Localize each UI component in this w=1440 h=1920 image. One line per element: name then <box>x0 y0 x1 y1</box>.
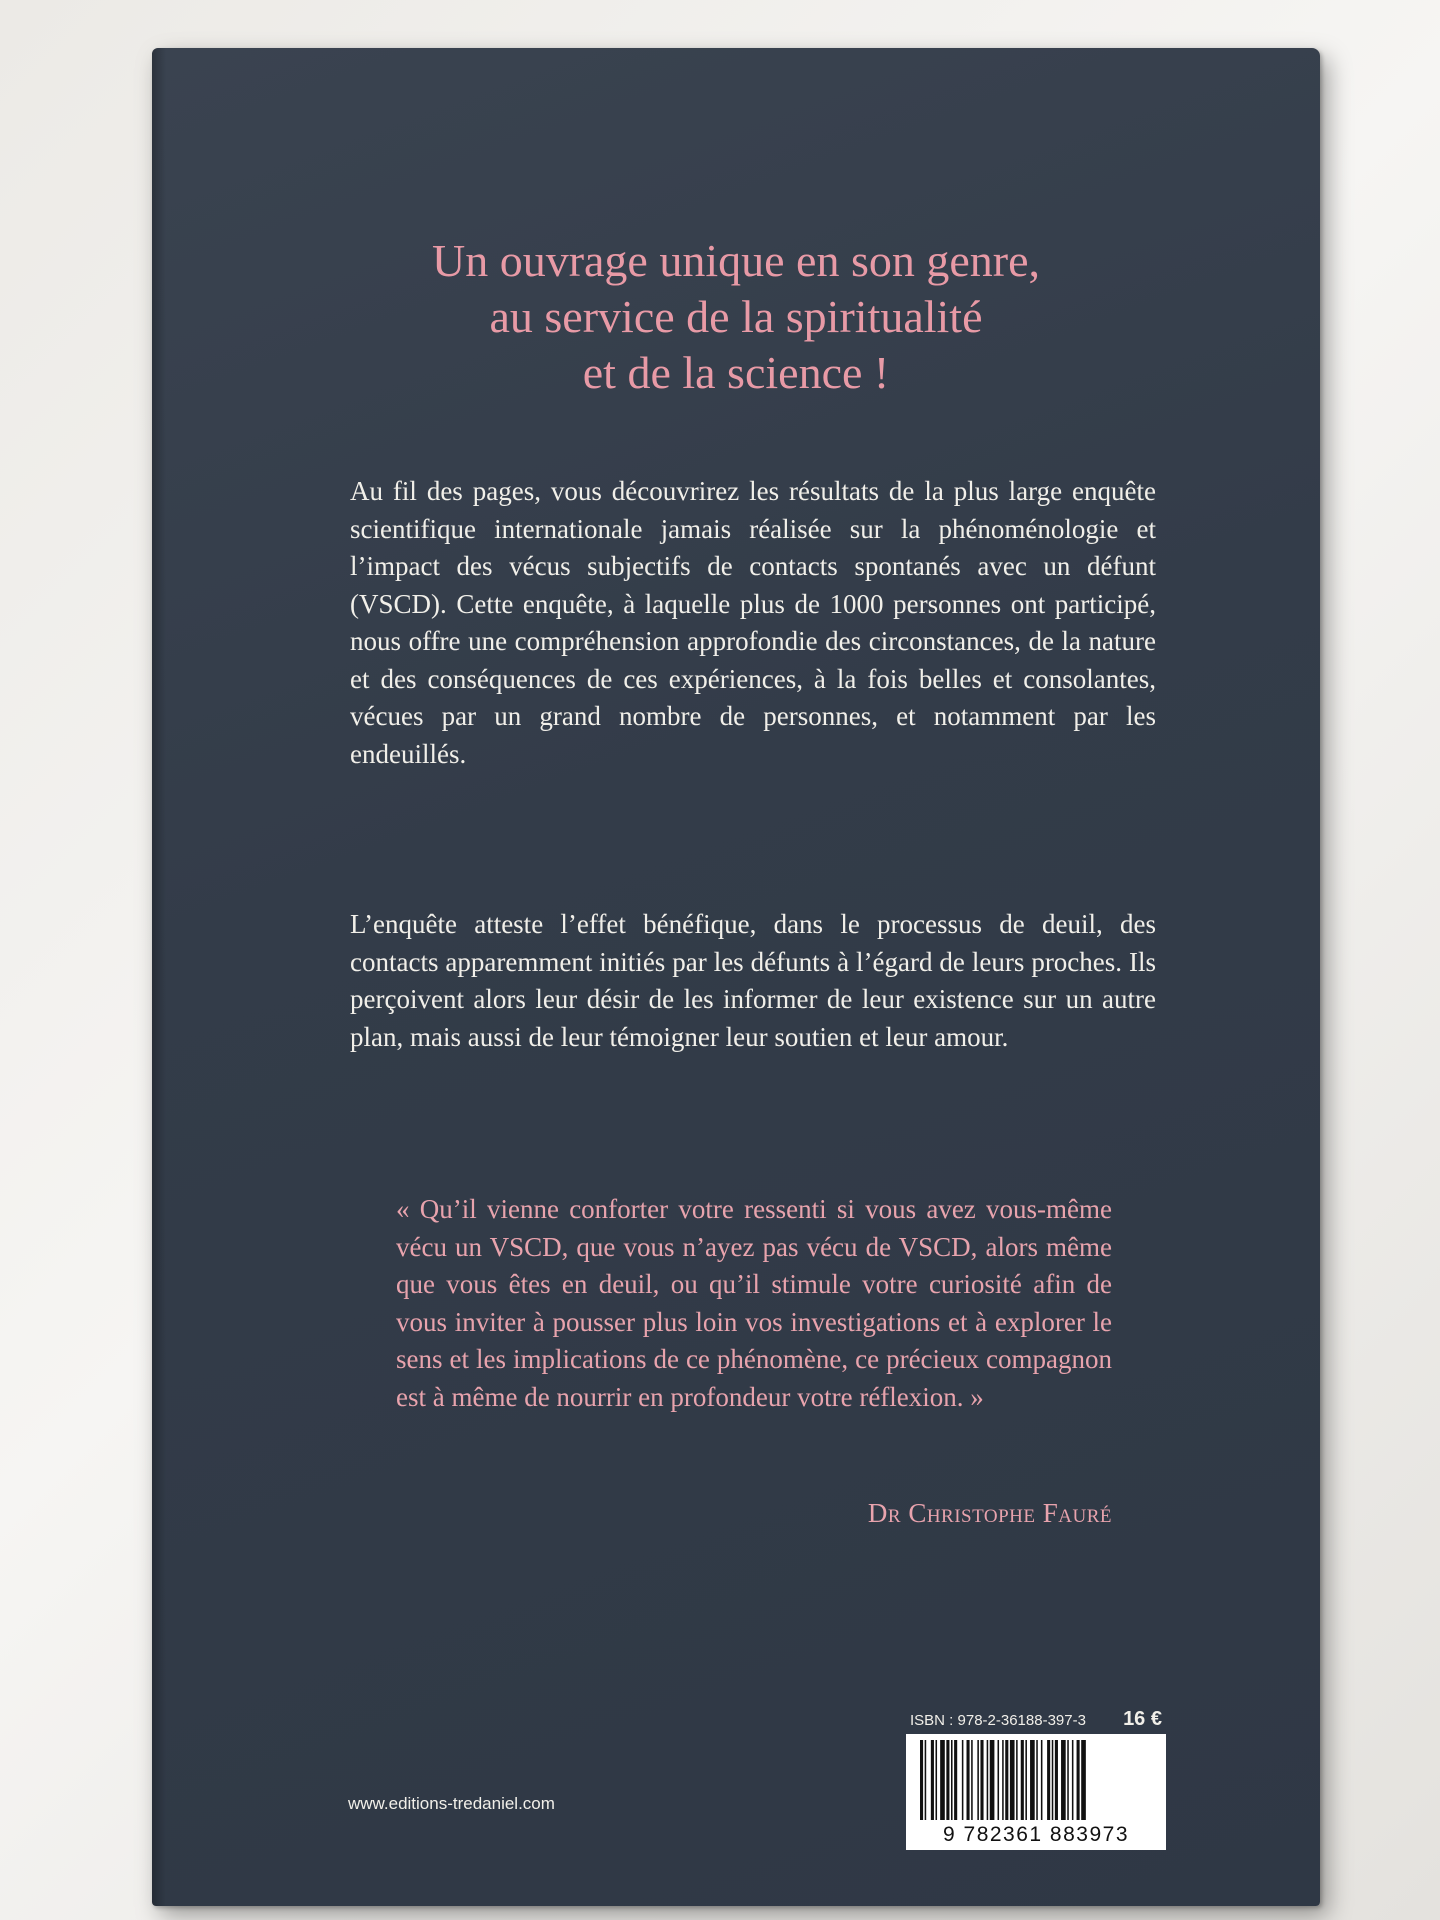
isbn-label: ISBN : 978-2-36188-397-3 <box>910 1712 1086 1729</box>
barcode-bar <box>1077 1740 1080 1820</box>
barcode-bar <box>1047 1740 1050 1820</box>
headline-line-1: Un ouvrage unique en son genre, <box>431 235 1041 286</box>
barcode-bar <box>962 1740 964 1820</box>
barcode-bar <box>1061 1740 1066 1820</box>
description-paragraph-2: L’enquête atteste l’effet bénéfique, dans le processus de deuil, des contacts apparemment initiés par les défunts à l’égard de leurs proches. Ils perçoivent alors leur désir de les informer de leur existence sur un autre plan, mais aussi de leur témoigner leur soutien et leur amour. <box>350 909 1156 1052</box>
barcode-bar <box>1036 1740 1038 1820</box>
barcode-bar <box>980 1740 983 1820</box>
quote-author: Dr Christophe Fauré <box>867 1498 1112 1528</box>
barcode-bar <box>987 1740 989 1820</box>
barcode-bar <box>967 1740 970 1820</box>
barcode-bar <box>1052 1740 1054 1820</box>
barcode-bar <box>977 1740 979 1820</box>
testimonial-quote: « Qu’il vienne conforter votre ressenti si vous avez vous-même vécu un VSCD, que vous n’ayez pas vécu de VSCD, alors même que vous êtes en deuil, ou qu’il stimule votre curiosité afin de vous inviter à pousser plus loin vos investigations et à explorer le sens et les implications de ce phénomène, ce précieux compagnon est à même de nourrir en profondeur votre réflexion. » <box>396 1194 1112 1412</box>
barcode-bar <box>998 1740 1000 1820</box>
barcode-bar <box>920 1740 923 1820</box>
isbn-price-line <box>910 1708 1162 1731</box>
barcode-bar <box>1010 1740 1015 1820</box>
barcode-bar <box>1030 1740 1035 1820</box>
publisher-website: www.editions-tredaniel.com <box>348 1794 555 1813</box>
barcode-bar <box>1025 1740 1027 1820</box>
barcode-bar <box>1002 1740 1004 1820</box>
barcode-bar <box>940 1740 945 1820</box>
barcode-bar <box>971 1740 973 1820</box>
barcode-bar <box>1021 1740 1024 1820</box>
barcode-number: 9 782361 883973 <box>943 1823 1129 1846</box>
barcode-bars <box>920 1740 1152 1820</box>
description-paragraph-1: Au fil des pages, vous découvrirez les résultats de la plus large enquête scientifique internationale jamais réalisée sur la phénoménologie et l’impact des vécus subjectifs de contacts spontanés avec un défunt (VSCD). Cette enquête, à laquelle plus de 1000 personnes ont participé, nous offre une compréhension approfondie des circonstances, de la nature et des conséquences de ces expériences, à la fois belles et consolantes, vécues par un grand nombre de personnes, et notamment par les endeuillés. <box>350 476 1156 769</box>
barcode-bar <box>1041 1740 1043 1820</box>
barcode-bar <box>1081 1740 1086 1820</box>
barcode <box>906 1734 1166 1850</box>
headline-line-2: au service de la spiritualité <box>489 291 983 342</box>
barcode-bar <box>1072 1740 1074 1820</box>
barcode-bar <box>990 1740 995 1820</box>
barcode-bar <box>946 1740 949 1820</box>
barcode-bar <box>1067 1740 1069 1820</box>
barcode-bar <box>1005 1740 1008 1820</box>
barcode-bar <box>931 1740 934 1820</box>
barcode-bar <box>925 1740 927 1820</box>
book-back-cover <box>152 48 1320 1906</box>
barcode-bar <box>954 1740 957 1820</box>
barcode-bar <box>1016 1740 1018 1820</box>
headline-line-3: et de la science ! <box>582 347 890 398</box>
price-label: 16 € <box>1123 1708 1162 1730</box>
barcode-bar <box>951 1740 953 1820</box>
barcode-bar <box>936 1740 938 1820</box>
barcode-bar <box>1055 1740 1058 1820</box>
headline <box>152 233 1320 401</box>
